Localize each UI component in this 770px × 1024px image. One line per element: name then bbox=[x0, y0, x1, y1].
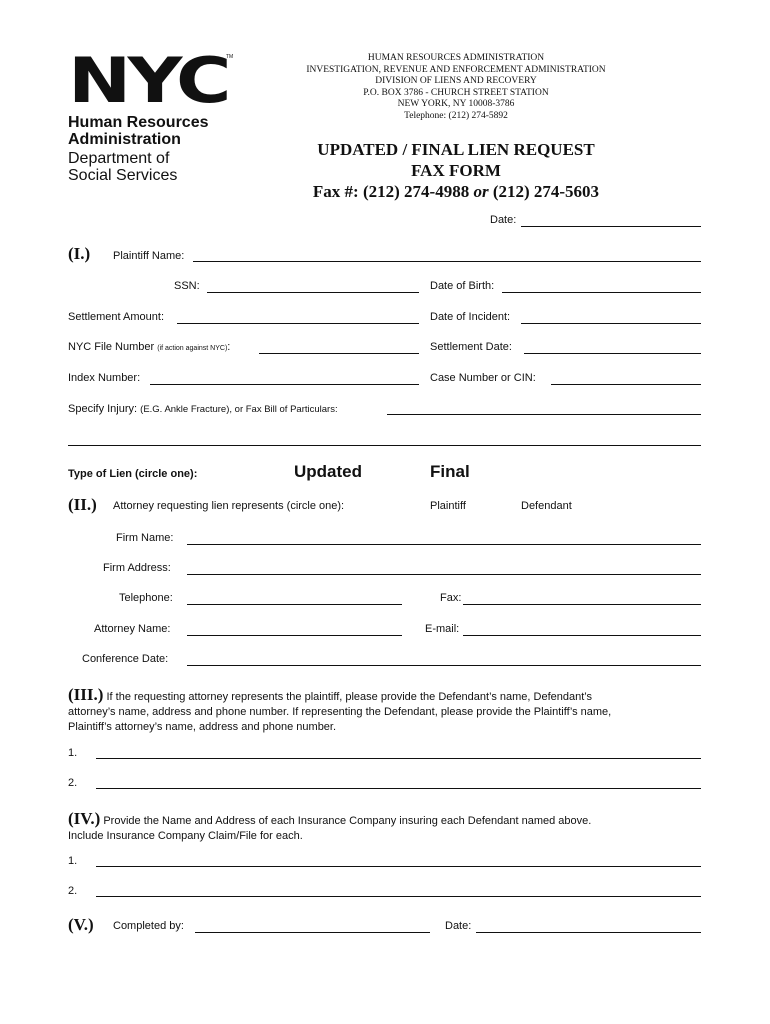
section-3-number: (III.) bbox=[68, 685, 104, 704]
nyc-logo bbox=[68, 44, 238, 185]
nyc-file-number-label bbox=[68, 341, 230, 355]
section-4-item-2: 2. bbox=[68, 885, 78, 897]
firm-address-label: Firm Address: bbox=[103, 562, 171, 574]
section-3-text-1: If the requesting attorney represents the plaintiff, please provide the Defendant’s name, Defendant’s bbox=[106, 691, 593, 703]
section-3-text-3: Plaintiff’s attorney’s name, address and phone number. bbox=[68, 721, 337, 733]
email-label: E-mail: bbox=[425, 623, 460, 635]
completed-date-field[interactable] bbox=[476, 932, 701, 933]
represents-label: Attorney requesting lien represents (circle one): bbox=[113, 500, 345, 512]
agency-header bbox=[256, 53, 656, 122]
fax-label: Fax #: bbox=[312, 182, 359, 201]
plaintiff-name-field[interactable] bbox=[193, 261, 701, 262]
plaintiff-name-label: Plaintiff Name: bbox=[113, 250, 185, 262]
title-line-2: FAX FORM bbox=[411, 161, 501, 180]
po-box: P.O. BOX 3786 - CHURCH STREET STATION bbox=[363, 87, 549, 98]
date-label: Date: bbox=[490, 214, 517, 226]
fax-number-2: (212) 274-5603 bbox=[492, 182, 600, 201]
section-4-number: (IV.) bbox=[68, 809, 101, 828]
city: NEW YORK, NY 10008-3786 bbox=[397, 99, 515, 109]
specify-injury-field[interactable] bbox=[387, 414, 701, 415]
ssn-field[interactable] bbox=[207, 292, 419, 293]
represents-plaintiff[interactable]: Plaintiff bbox=[430, 500, 466, 512]
completed-date-label: Date: bbox=[445, 920, 472, 932]
section-3-item-2: 2. bbox=[68, 777, 78, 789]
firm-name-label: Firm Name: bbox=[116, 532, 174, 544]
header-telephone: Telephone: (212) 274-5892 bbox=[404, 110, 508, 121]
fax-numbers bbox=[256, 181, 656, 202]
conference-date-field[interactable] bbox=[187, 665, 701, 666]
section-4-text-2: Include Insurance Company Claim/File for each. bbox=[68, 830, 303, 842]
nyc-file-note: (if action against NYC) bbox=[157, 345, 228, 352]
fax-or: or bbox=[473, 182, 489, 201]
represents-defendant[interactable]: Defendant bbox=[521, 500, 572, 512]
section-5-number: (V.) bbox=[68, 915, 94, 934]
section-4-field-2[interactable] bbox=[96, 896, 701, 897]
form-title bbox=[256, 139, 656, 202]
section-4-text bbox=[68, 810, 708, 844]
section-2-number: (II.) bbox=[68, 495, 97, 514]
section-4-item-1: 1. bbox=[68, 855, 78, 867]
fax-label-field: Fax: bbox=[440, 592, 462, 604]
section-3-field-2[interactable] bbox=[96, 788, 701, 789]
logo-letters: NYC bbox=[68, 44, 228, 117]
index-number-field[interactable] bbox=[150, 384, 419, 385]
case-number-label: Case Number or CIN: bbox=[430, 372, 536, 384]
firm-name-field[interactable] bbox=[187, 544, 701, 545]
date-of-incident-label: Date of Incident: bbox=[430, 311, 511, 323]
fax-field[interactable] bbox=[463, 604, 701, 605]
nyc-file-number-field[interactable] bbox=[259, 353, 419, 354]
section-3-text bbox=[68, 686, 708, 735]
agency-name: HUMAN RESOURCES ADMINISTRATION bbox=[367, 53, 545, 63]
settlement-date-label: Settlement Date: bbox=[430, 341, 512, 353]
division-2: DIVISION OF LIENS AND RECOVERY bbox=[375, 76, 537, 86]
logo-line-4: Social Services bbox=[68, 167, 178, 184]
injury-note: (E.G. Ankle Fracture), or Fax Bill of Particulars: bbox=[140, 404, 338, 415]
logo-trademark: TM bbox=[226, 54, 234, 60]
dob-label: Date of Birth: bbox=[430, 280, 495, 292]
section-3-item-1: 1. bbox=[68, 747, 78, 759]
completed-by-field[interactable] bbox=[195, 932, 430, 933]
nyc-file-colon: : bbox=[227, 341, 231, 353]
fax-number-1: (212) 274-4988 bbox=[362, 182, 470, 201]
dob-field[interactable] bbox=[502, 292, 701, 293]
specify-injury-field-2[interactable] bbox=[68, 445, 701, 446]
case-number-field[interactable] bbox=[551, 384, 701, 385]
conference-date-label: Conference Date: bbox=[82, 653, 169, 665]
firm-address-field[interactable] bbox=[187, 574, 701, 575]
nyc-file-number-text: NYC File Number bbox=[68, 341, 155, 353]
title-line-1: UPDATED / FINAL LIEN REQUEST bbox=[317, 140, 595, 159]
lien-type-label: Type of Lien (circle one): bbox=[68, 468, 198, 480]
date-of-incident-field[interactable] bbox=[521, 323, 701, 324]
injury-label-text: Specify Injury: bbox=[68, 403, 138, 415]
settlement-amount-field[interactable] bbox=[177, 323, 419, 324]
email-field[interactable] bbox=[463, 635, 701, 636]
index-number-label: Index Number: bbox=[68, 372, 141, 384]
lien-option-updated[interactable]: Updated bbox=[294, 462, 362, 481]
division-1: INVESTIGATION, REVENUE AND ENFORCEMENT ADMINISTRATION bbox=[306, 64, 606, 75]
lien-option-final[interactable]: Final bbox=[430, 462, 470, 481]
section-3-text-2: attorney’s name, address and phone number. If representing the Defendant, please provide the Plaintiff’s name, bbox=[68, 706, 612, 718]
attorney-name-field[interactable] bbox=[187, 635, 402, 636]
section-3-field-1[interactable] bbox=[96, 758, 701, 759]
completed-by-label: Completed by: bbox=[113, 920, 184, 932]
settlement-amount-label: Settlement Amount: bbox=[68, 311, 164, 323]
attorney-name-label: Attorney Name: bbox=[94, 623, 171, 635]
section-4-field-1[interactable] bbox=[96, 866, 701, 867]
settlement-date-field[interactable] bbox=[524, 353, 701, 354]
date-field[interactable] bbox=[521, 226, 701, 227]
logo-line-3: Department of bbox=[68, 150, 170, 167]
logo-line-2: Administration bbox=[68, 131, 181, 148]
specify-injury-label bbox=[68, 403, 338, 416]
telephone-label: Telephone: bbox=[119, 592, 173, 604]
section-1-number: (I.) bbox=[68, 244, 91, 263]
section-4-text-1: Provide the Name and Address of each Insurance Company insuring each Defendant named above. bbox=[103, 815, 592, 827]
logo-line-1: Human Resources bbox=[68, 114, 209, 131]
ssn-label: SSN: bbox=[174, 280, 200, 292]
telephone-field[interactable] bbox=[187, 604, 402, 605]
